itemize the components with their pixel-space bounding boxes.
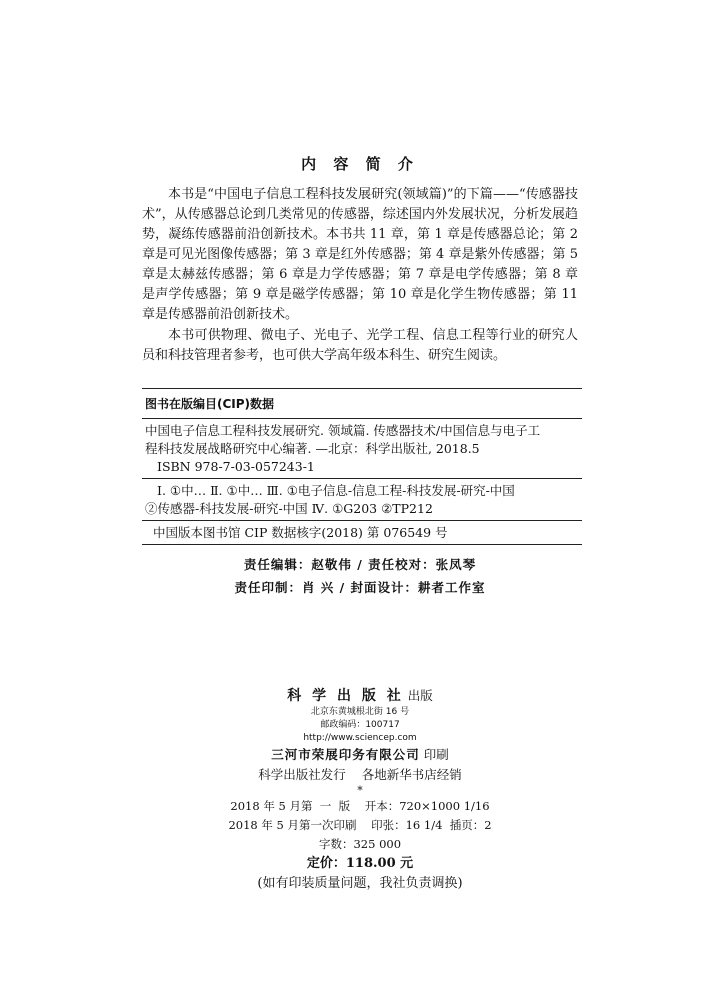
publisher-name: 科 学 出 版 社 <box>287 688 404 704</box>
publisher-line <box>0 686 720 706</box>
cip-subject-line: Ⅰ. ①中… Ⅱ. ①中… Ⅲ. ①电子信息-信息工程-科技发展-研究-中国 <box>157 483 515 498</box>
staff-line: 责任编辑：赵敬伟 / 责任校对：张凤琴 <box>243 557 477 572</box>
intro-title: 内 容 简 介 <box>301 155 419 173</box>
wordcount-line: 字数：325 000 <box>318 837 402 851</box>
edition-line: 2018 年 5 月第 一 版 开本：720×1000 1/16 <box>230 799 490 813</box>
cip-number: 中国版本图书馆 CIP 数据核字(2018) 第 076549 号 <box>153 525 448 540</box>
cip-isbn: ISBN 978-7-03-057243-1 <box>157 459 315 474</box>
intro-body <box>142 185 578 366</box>
intro-paragraph: 本书是“中国电子信息工程科技发展研究(领域篇)”的下篇——“传感器技术”，从传感器总论到几类常见的传感器，综述国内外发展状况，分析发展趋势，凝练传感器前沿创新技术。本书共 11 章，第 1 章是传感器总论；第 2 章是可见光图像传感器；第 3 章是红外传感器；第 4 章是紫外传感器；第 5 章是太赫兹传感器；第 6 章是力学传感器；第 7 章是电学传感器；第 8 章是声学传感器；第 9 章是磁学传感器；第 10 章是化学生物传感器；第 11 章是传感器前沿创新技术。 <box>142 187 578 322</box>
cip-heading: 图书在版编目(CIP)数据 <box>145 397 275 411</box>
staff-credits <box>0 553 720 599</box>
cip-block <box>142 388 582 545</box>
cip-bottom-rule <box>142 544 582 545</box>
printer-line <box>0 745 720 765</box>
printer-suffix: 印刷 <box>423 747 449 762</box>
publisher-website: http://www.sciencep.com <box>303 733 417 743</box>
publisher-postcode: 邮政编码：100717 <box>320 720 400 730</box>
publication-info <box>0 686 720 894</box>
staff-line: 责任印制：肖 兴 / 封面设计：耕者工作室 <box>234 580 486 595</box>
cip-subject-line: ②传感器-科技发展-研究-中国 Ⅳ. ①G203 ②TP212 <box>145 501 433 516</box>
cip-record-line: 中国电子信息工程科技发展研究. 领域篇. 传感器技术/中国信息与电子工 <box>145 423 541 438</box>
cip-record-line: 程科技发展战略研究中心编著. —北京：科学出版社, 2018.5 <box>145 441 480 456</box>
publisher-address: 北京东黄城根北街 16 号 <box>310 707 410 717</box>
price-line: 定价：118.00 元 <box>306 856 414 871</box>
publisher-suffix: 出版 <box>407 688 433 703</box>
separator-star: * <box>357 784 363 797</box>
intro-paragraph: 本书可供物理、微电子、光电子、光学工程、信息工程等行业的研究人员和科技管理者参考，也可供大学高年级本科生、研究生阅读。 <box>142 328 578 363</box>
quality-note: (如有印装质量问题，我社负责调换) <box>257 876 463 891</box>
printer-name: 三河市荣展印务有限公司 <box>271 747 420 762</box>
distribution-line: 科学出版社发行 各地新华书店经销 <box>258 767 462 782</box>
printing-line: 2018 年 5 月第一次印刷 印张：16 1/4 插页：2 <box>228 818 492 832</box>
